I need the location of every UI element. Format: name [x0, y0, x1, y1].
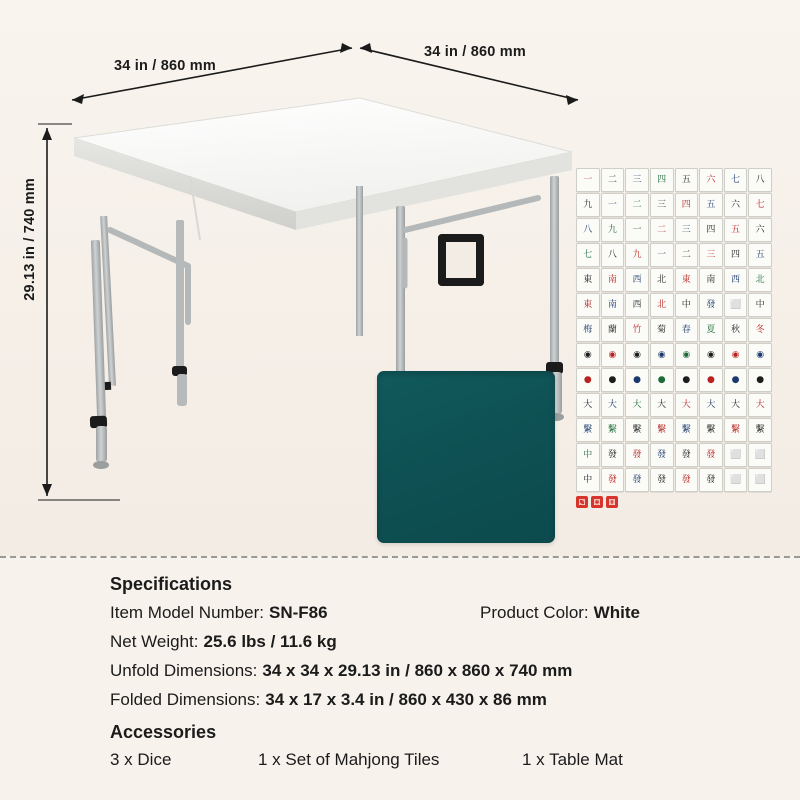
mahjong-tile [576, 218, 600, 242]
tile-glyph: 六 [731, 199, 741, 210]
tile-glyph: ● [633, 374, 641, 385]
tile-glyph: 四 [731, 249, 741, 260]
mahjong-tile [601, 268, 625, 292]
mahjong-tile [699, 418, 723, 442]
tile-glyph: 冬 [755, 324, 765, 335]
tile-glyph: ◉ [608, 349, 617, 360]
mahjong-tile [748, 293, 772, 317]
mahjong-tile [576, 243, 600, 267]
mahjong-tile [724, 418, 748, 442]
mahjong-tile [650, 318, 674, 342]
tile-glyph: ⬜ [729, 449, 742, 460]
tile-glyph: ● [608, 374, 617, 385]
mahjong-tile [650, 418, 674, 442]
mahjong-tile [699, 218, 723, 242]
mahjong-tile [576, 268, 600, 292]
model-label: Item Model Number: [110, 603, 264, 622]
unfold-label: Unfold Dimensions: [110, 661, 258, 680]
tile-glyph: 繫 [583, 424, 593, 435]
tile-glyph: ● [583, 374, 592, 385]
tile-glyph: 七 [755, 199, 765, 210]
mahjong-tile [675, 468, 699, 492]
tile-glyph: 六 [706, 174, 716, 185]
tile-glyph: ◉ [707, 349, 715, 360]
mahjong-tile [601, 468, 625, 492]
mahjong-tile [625, 318, 649, 342]
mahjong-tile [699, 318, 723, 342]
mahjong-tile [748, 268, 772, 292]
tile-glyph: 發 [657, 449, 667, 460]
mahjong-tile [699, 368, 723, 392]
tile-glyph: 繫 [657, 424, 667, 435]
tile-glyph: 發 [681, 449, 691, 460]
mahjong-tile [699, 243, 723, 267]
tile-glyph: 發 [607, 474, 617, 485]
tile-glyph: 蘭 [607, 324, 617, 335]
tile-glyph: 三 [706, 249, 716, 260]
tile-glyph: 一 [607, 199, 617, 210]
mahjong-tile [601, 293, 625, 317]
tile-glyph: 四 [681, 199, 691, 210]
mahjong-tile [625, 443, 649, 467]
accessory-item-mat: 1 x Table Mat [522, 750, 623, 769]
mahjong-tile [699, 193, 723, 217]
tile-glyph: ● [682, 374, 691, 385]
tile-glyph: 南 [607, 274, 617, 285]
mahjong-tile [625, 368, 649, 392]
tile-glyph: 三 [657, 199, 667, 210]
mahjong-tile [748, 368, 772, 392]
tile-glyph: 繫 [706, 424, 716, 435]
mahjong-tile [650, 268, 674, 292]
tile-glyph: 發 [681, 474, 691, 485]
mahjong-tile [576, 343, 600, 367]
accessories-heading: Accessories [110, 722, 217, 742]
folded-label: Folded Dimensions: [110, 690, 261, 709]
mahjong-tile [699, 443, 723, 467]
spec-row-folded [110, 690, 800, 710]
tile-glyph: 竹 [632, 324, 642, 335]
mahjong-tile [650, 343, 674, 367]
tile-glyph: 菊 [657, 324, 667, 335]
mahjong-tile [601, 218, 625, 242]
dimension-label-top-left: 34 in / 860 mm [114, 58, 216, 74]
mahjong-tile [699, 168, 723, 192]
tile-glyph: 一 [583, 174, 593, 185]
tile-glyph: 中 [583, 449, 593, 460]
mahjong-tile [748, 393, 772, 417]
tile-glyph: 中 [755, 299, 765, 310]
die: ⚅ [606, 496, 618, 508]
tile-glyph: 繫 [681, 424, 691, 435]
mahjong-tile [650, 368, 674, 392]
mahjong-tile [601, 368, 625, 392]
mahjong-tile [724, 343, 748, 367]
tile-glyph: ● [731, 374, 740, 385]
mahjong-tile [650, 218, 674, 242]
mahjong-tile [699, 293, 723, 317]
mahjong-tile [576, 293, 600, 317]
mahjong-tile-set [576, 168, 772, 548]
tile-glyph: ⬜ [729, 474, 742, 485]
die: ⚁ [576, 496, 588, 508]
model-value: SN-F86 [269, 603, 328, 622]
tile-glyph: 西 [632, 299, 642, 310]
specifications-panel [0, 558, 800, 800]
tile-glyph: 發 [706, 449, 716, 460]
accessory-item-tiles: 1 x Set of Mahjong Tiles [258, 750, 440, 769]
tile-glyph: 繫 [731, 424, 741, 435]
tile-glyph: 九 [607, 224, 617, 235]
tile-glyph: 春 [681, 324, 691, 335]
tile-glyph: 大 [681, 399, 691, 410]
mahjong-tile [650, 293, 674, 317]
mahjong-tile [601, 318, 625, 342]
weight-label: Net Weight: [110, 632, 199, 651]
tile-glyph: 梅 [583, 324, 593, 335]
tile-glyph: 九 [583, 199, 593, 210]
tile-glyph: ● [657, 374, 666, 385]
mahjong-tile [650, 243, 674, 267]
tile-glyph: 發 [657, 474, 667, 485]
tile-glyph: 二 [632, 199, 642, 210]
mahjong-tile [601, 418, 625, 442]
tile-glyph: 五 [731, 224, 741, 235]
mahjong-tile [601, 343, 625, 367]
mahjong-tile [724, 218, 748, 242]
mahjong-tile [601, 393, 625, 417]
mahjong-tile [601, 168, 625, 192]
tile-glyph: ◉ [682, 349, 691, 360]
tile-glyph: 三 [681, 224, 691, 235]
mahjong-tile [576, 418, 600, 442]
mahjong-tile [625, 168, 649, 192]
tile-glyph: ⬜ [754, 474, 766, 485]
tile-glyph: 五 [681, 174, 691, 185]
tile-glyph: ◉ [731, 349, 740, 360]
tile-glyph: 繫 [607, 424, 617, 435]
mahjong-tile [675, 168, 699, 192]
tile-glyph: 五 [706, 199, 716, 210]
mahjong-tile [699, 393, 723, 417]
mahjong-tile [675, 443, 699, 467]
accessory-item-dice: 3 x Dice [110, 750, 172, 769]
tile-glyph: 三 [632, 174, 642, 185]
tile-glyph: 發 [706, 299, 716, 310]
tile-glyph: 北 [755, 274, 765, 285]
tile-glyph: 中 [583, 474, 593, 485]
mahjong-tile [724, 368, 748, 392]
tile-glyph: ◉ [633, 349, 641, 360]
dimension-label-top-right: 34 in / 860 mm [424, 44, 526, 60]
tile-glyph: 夏 [706, 324, 716, 335]
tile-glyph: 八 [755, 174, 765, 185]
color-value: White [593, 603, 640, 622]
mahjong-tile [675, 318, 699, 342]
tile-glyph: 二 [607, 174, 617, 185]
tile-glyph: 大 [632, 399, 642, 410]
tile-glyph: ◉ [657, 349, 666, 360]
mahjong-tile [724, 193, 748, 217]
mahjong-tile [675, 368, 699, 392]
mahjong-tile [650, 468, 674, 492]
tile-glyph: 一 [632, 224, 642, 235]
mahjong-tile [601, 443, 625, 467]
tile-glyph: 大 [657, 399, 667, 410]
spec-row-model-color [110, 603, 720, 623]
tile-glyph: 八 [607, 249, 617, 260]
tile-glyph: 大 [706, 399, 716, 410]
mahjong-tile [748, 168, 772, 192]
mahjong-tile [576, 193, 600, 217]
dimension-label-height: 29.13 in / 740 mm [22, 178, 38, 301]
tile-grid [576, 168, 772, 492]
mahjong-tile [675, 268, 699, 292]
mahjong-tile [576, 168, 600, 192]
spec-row-unfold [110, 661, 800, 681]
accessories-row [110, 750, 750, 770]
mahjong-tile [724, 318, 748, 342]
tile-glyph: 北 [657, 299, 667, 310]
mahjong-tile [699, 468, 723, 492]
mahjong-tile [675, 343, 699, 367]
mahjong-tile [724, 443, 748, 467]
tile-glyph: 繫 [632, 424, 642, 435]
tile-glyph: 東 [681, 274, 691, 285]
weight-value: 25.6 lbs / 11.6 kg [203, 632, 337, 651]
mahjong-tile [748, 468, 772, 492]
mahjong-tile [650, 443, 674, 467]
table-mat [377, 371, 555, 543]
mahjong-tile [625, 218, 649, 242]
tile-glyph: 六 [755, 224, 765, 235]
mahjong-tile [748, 243, 772, 267]
mahjong-tile [601, 193, 625, 217]
mahjong-tile [724, 293, 748, 317]
mahjong-tile [748, 418, 772, 442]
tile-glyph: 發 [607, 449, 617, 460]
tile-glyph: ⬜ [729, 299, 742, 310]
mahjong-tile [748, 318, 772, 342]
tile-glyph: 五 [755, 249, 765, 260]
mahjong-tile [650, 168, 674, 192]
mahjong-tile [675, 218, 699, 242]
tile-glyph: 東 [583, 274, 593, 285]
mahjong-tile [748, 218, 772, 242]
tile-glyph: 中 [681, 299, 691, 310]
mahjong-tile [724, 168, 748, 192]
mahjong-tile [699, 343, 723, 367]
tile-glyph: 北 [657, 274, 667, 285]
mahjong-tile [625, 393, 649, 417]
spec-row-weight [110, 632, 800, 652]
tile-glyph: 南 [607, 299, 617, 310]
tile-glyph: 七 [731, 174, 741, 185]
mahjong-tile [576, 393, 600, 417]
tile-glyph: 發 [706, 474, 716, 485]
mahjong-tile [748, 443, 772, 467]
mahjong-tile [675, 293, 699, 317]
mahjong-tile [675, 193, 699, 217]
mahjong-tile [724, 268, 748, 292]
tile-glyph: 發 [632, 449, 642, 460]
tile-glyph: 西 [632, 274, 642, 285]
tile-glyph: 四 [706, 224, 716, 235]
tile-glyph: 大 [755, 399, 765, 410]
tile-glyph: 大 [731, 399, 741, 410]
tile-glyph: ◉ [583, 349, 592, 360]
tile-glyph: 大 [607, 399, 617, 410]
tile-glyph: ● [707, 374, 715, 385]
mahjong-tile [576, 468, 600, 492]
tile-glyph: 繫 [755, 424, 765, 435]
mahjong-tile [625, 193, 649, 217]
mahjong-tile [675, 393, 699, 417]
mahjong-tile [675, 243, 699, 267]
tile-glyph: 八 [583, 224, 593, 235]
mahjong-tile [625, 468, 649, 492]
mahjong-tile [625, 243, 649, 267]
mahjong-tile [724, 243, 748, 267]
mahjong-tile [748, 343, 772, 367]
tile-glyph: ⬜ [754, 449, 766, 460]
mahjong-tile [625, 343, 649, 367]
mahjong-tile [748, 193, 772, 217]
tile-glyph: 四 [657, 174, 667, 185]
mahjong-tile [625, 418, 649, 442]
mahjong-tile [650, 193, 674, 217]
tile-glyph: 西 [731, 274, 741, 285]
mahjong-tile [724, 393, 748, 417]
tile-glyph: 東 [583, 299, 593, 310]
tile-glyph: ◉ [756, 349, 765, 360]
tile-glyph: 二 [657, 224, 667, 235]
tile-glyph: 發 [632, 474, 642, 485]
tile-glyph: 秋 [731, 324, 741, 335]
mahjong-tile [576, 368, 600, 392]
mahjong-tile [576, 318, 600, 342]
mahjong-tile [675, 418, 699, 442]
unfold-value: 34 x 34 x 29.13 in / 860 x 860 x 740 mm [262, 661, 573, 680]
mahjong-tile [625, 268, 649, 292]
dice-group [576, 496, 772, 508]
mahjong-tile [601, 243, 625, 267]
mahjong-tile [724, 468, 748, 492]
color-label: Product Color: [480, 603, 589, 622]
tile-glyph: ● [756, 374, 765, 385]
tile-glyph: 九 [632, 249, 642, 260]
specifications-heading: Specifications [110, 574, 233, 594]
mahjong-tile [576, 443, 600, 467]
tile-glyph: 大 [583, 399, 593, 410]
tile-glyph: 一 [657, 249, 667, 260]
mahjong-tile [699, 268, 723, 292]
folded-value: 34 x 17 x 3.4 in / 860 x 430 x 86 mm [265, 690, 547, 709]
mahjong-tile [650, 393, 674, 417]
die: ⚃ [591, 496, 603, 508]
tile-glyph: 七 [583, 249, 593, 260]
tile-glyph: 二 [681, 249, 691, 260]
mahjong-tile [625, 293, 649, 317]
tile-glyph: 南 [706, 274, 716, 285]
